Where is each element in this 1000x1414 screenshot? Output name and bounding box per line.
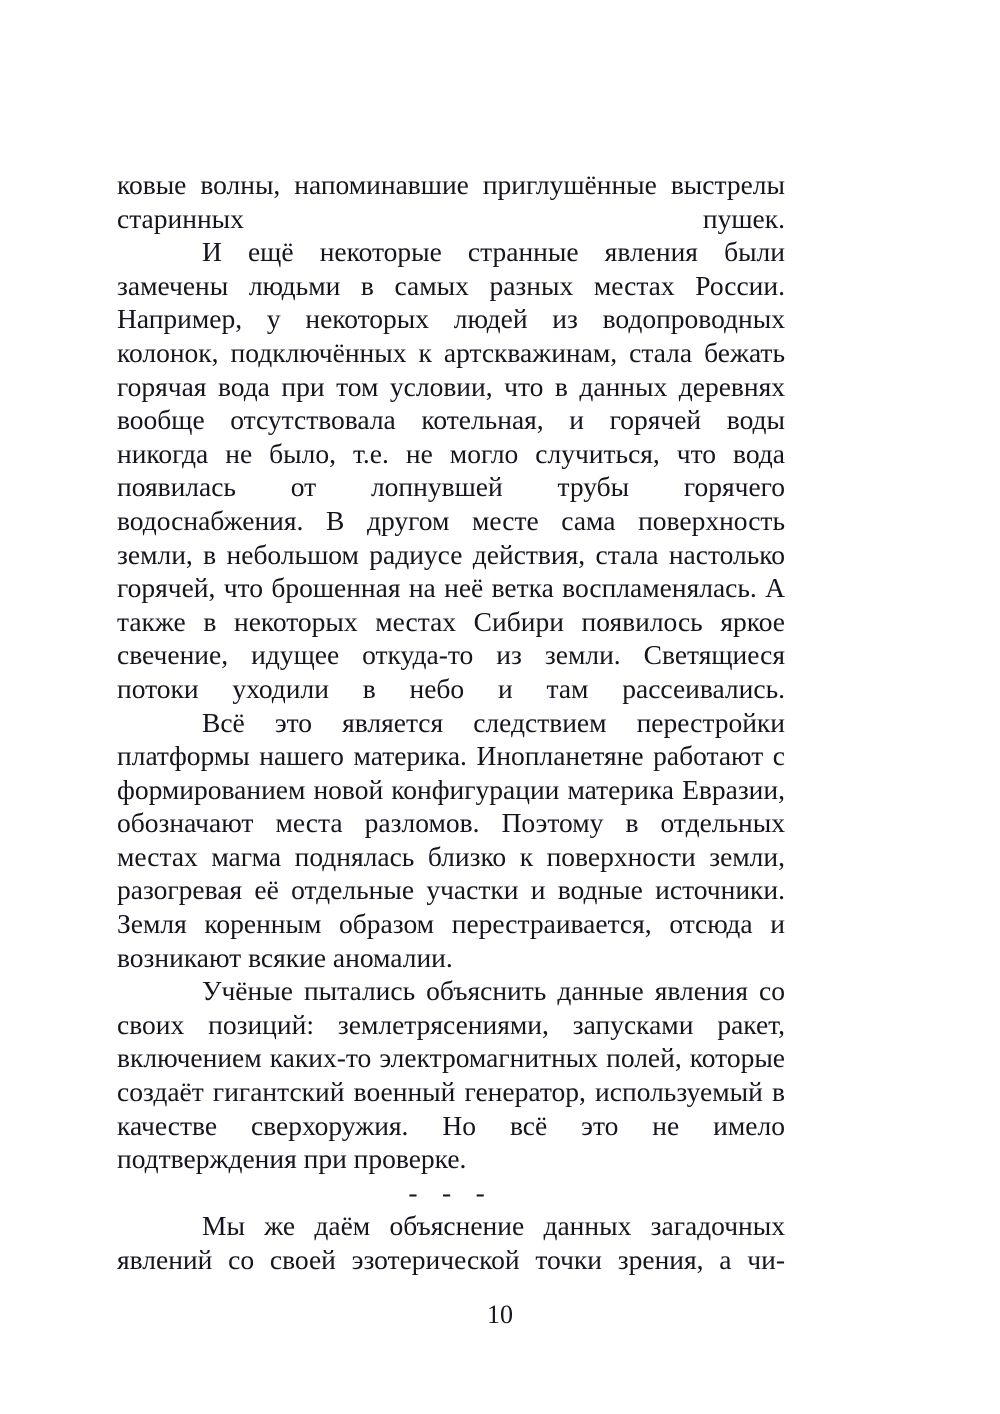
paragraph-3: Всё это является следствием перестройки платформы нашего материка. Инопланетяне работают с формированием новой конфигурации материка Евразии, обозначают места разломов. Поэтому в отдельных местах магма поднялась близко к поверхности земли, разогревая её отдельные участки и водные источники. Земля коренным образом перестраивается, отсюда и возникают всякие аномалии. [117, 706, 785, 973]
page-number: 10 [487, 1300, 513, 1329]
paragraph-2: И ещё некоторые странные явления были замечены людьми в самых разных местах России. Например, у некоторых людей из водопроводных колонок, подключённых к артскважинам, стала бежать горячая вода при том условии, что в данных деревнях вообще отсутствовала котельная, и горячей воды никогда не было, т.е. не могло случиться, что вода появилась от лопнувшей трубы горячего водоснабжения. В другом месте сама поверхность земли, в небольшом радиусе действия, стала настолько горячей, что брошенная на неё ветка воспламенялась. А также в некоторых местах Сибири появилось яркое свечение, идущее откуда-то из земли. Светящиеся потоки уходили в небо и там рассеивались. [117, 236, 785, 704]
text-column [117, 168, 785, 1277]
paragraph-5: Мы же даём объяснение данных загадочных явлений со своей эзотерической точки зрения, а чи- [117, 1210, 785, 1275]
paragraph-4: Учёные пытались объяснить данные явления со своих позиций: землетрясениями, запусками ракет, включением каких-то электромагнитных полей, которые создаёт гигантский военный генератор, используемый в качестве сверхоружия. Но всё это не имело подтверждения при проверке. [117, 975, 785, 1175]
paragraph-1: ковые волны, напоминавшие приглушённые выстрелы старинных пушек. [117, 169, 785, 234]
section-break-separator: - - - [408, 1176, 494, 1208]
